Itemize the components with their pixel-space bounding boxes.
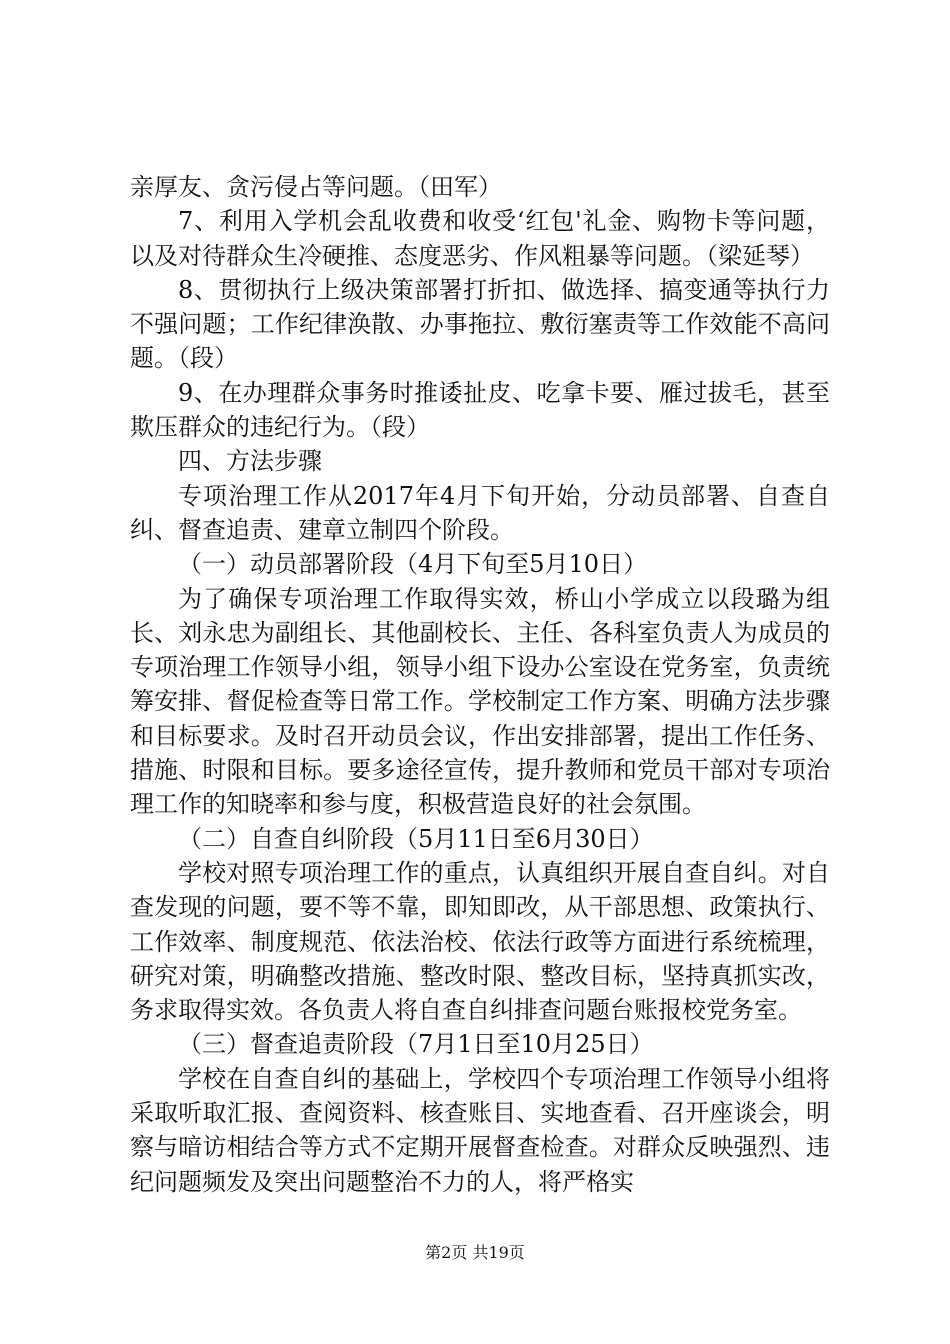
paragraph-stage-3: 学校在自查自纠的基础上，学校四个专项治理工作领导小组将采取听取汇报、查阅资料、核查账目、实地查看、召开座谈会，明察与暗访相结合等方式不定期开展督查检查。对群众反映强烈、违纪问题频发及突出问题整治不力的人，将严格实 [130,1064,830,1196]
paragraph-overview: 专项治理工作从2017年4月下旬开始，分动员部署、自查自纠、督查追责、建章立制四个阶段。 [130,481,830,544]
paragraph-stage-2: 学校对照专项治理工作的重点，认真组织开展自查自纠。对自查发现的问题，要不等不靠，即知即改，从干部思想、政策执行、工作效率、制度规范、依法治校、依法行政等方面进行系统梳理，研究对策，明确整改措施、整改时限、整改目标，坚持真抓实改，务求取得实效。各负责人将自查自纠排查问题台账报校党务室。 [130,858,830,1025]
paragraph-item-9: 9、在办理群众事务时推诿扯皮、吃拿卡要、雁过拔毛，甚至欺压群众的违纪行为。（段） [130,378,830,442]
subheading-stage-1: （一）动员部署阶段（4月下旬至5月10日） [178,550,648,579]
document-body [130,170,830,1199]
paragraph-1: 亲厚友、贪污侵占等问题。（田军） [130,173,502,201]
paragraph-item-7: 7、利用入学机会乱收费和收受‘红包'礼金、购物卡等问题，以及对待群众生冷硬推、态度恶劣、作风粗暴等问题。（梁延琴） [130,207,830,270]
paragraph-stage-1: 为了确保专项治理工作取得实效，桥山小学成立以段璐为组长、刘永忠为副组长、其他副校长、主任、各科室负责人为成员的专项治理工作领导小组，领导小组下设办公室设在党务室，负责统筹安排、督促检查等日常工作。学校制定工作方案、明确方法步骤和目标要求。及时召开动员会议，作出安排部署，提出工作任务、措施、时限和目标。要多途径宣传，提升教师和党员干部对专项治理工作的知晓率和参与度，积极营造良好的社会氛围。 [130,584,830,819]
paragraph-item-8: 8、贯彻执行上级决策部署打折扣、做选择、搞变通等执行力不强问题；工作纪律涣散、办事拖拉、敷衍塞责等工作效能不高问题。（段） [130,275,830,373]
page-number-footer: 第2页 共19页 [425,1243,525,1262]
subheading-stage-2: （二）自查自纠阶段（5月11日至6月30日） [178,824,654,853]
subheading-stage-3: （三）督查追责阶段（7月1日至10月25日） [178,1030,654,1059]
section-heading-methods: 四、方法步骤 [178,447,322,476]
